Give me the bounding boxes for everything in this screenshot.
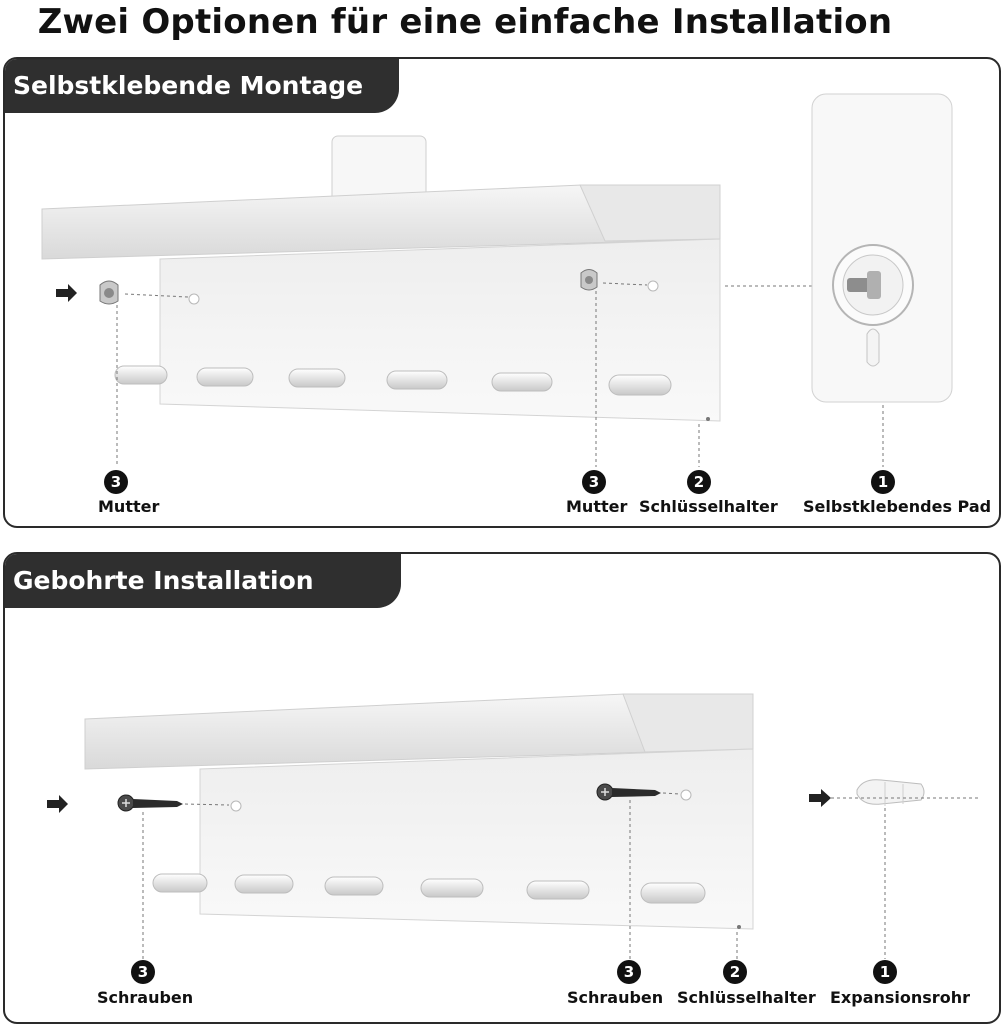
part-label-adhesive-pad: Selbstklebendes Pad — [803, 497, 992, 516]
key-holder-shelf — [42, 185, 720, 421]
part-label-nut: Mutter — [98, 497, 160, 516]
adhesive-pad — [812, 94, 952, 402]
arrow-right-icon — [809, 789, 831, 807]
key-holder-shelf — [85, 694, 753, 929]
panel-heading: Gebohrte Installation — [5, 554, 401, 608]
page-title: Zwei Optionen für eine einfache Installation — [37, 2, 893, 42]
part-label-expansion-tube: Expansionsrohr — [830, 988, 970, 1007]
part-label-screws: Schrauben — [567, 988, 664, 1007]
nut-icon — [100, 281, 118, 304]
panel-adhesive-mounting — [3, 57, 1001, 528]
part-number-badge: 3 — [617, 960, 641, 984]
arrow-right-icon — [47, 795, 68, 813]
drilled-installation-diagram — [5, 554, 999, 1022]
panel-drilled-installation — [3, 552, 1001, 1024]
part-number-badge: 1 — [871, 470, 895, 494]
adhesive-mounting-diagram — [5, 59, 999, 526]
part-number-badge: 3 — [131, 960, 155, 984]
part-label-key-holder: Schlüsselhalter — [639, 497, 778, 516]
part-number-badge: 2 — [723, 960, 747, 984]
nut-icon — [581, 270, 597, 291]
panel-heading: Selbstklebende Montage — [5, 59, 399, 113]
screw-icon — [118, 795, 183, 811]
part-number-badge: 3 — [582, 470, 606, 494]
arrow-right-icon — [56, 284, 77, 302]
part-label-nut: Mutter — [566, 497, 628, 516]
part-label-key-holder: Schlüsselhalter — [677, 988, 816, 1007]
part-number-badge: 2 — [687, 470, 711, 494]
expansion-tube — [857, 780, 924, 806]
part-number-badge: 1 — [873, 960, 897, 984]
part-number-badge: 3 — [104, 470, 128, 494]
part-label-screws: Schrauben — [97, 988, 194, 1007]
